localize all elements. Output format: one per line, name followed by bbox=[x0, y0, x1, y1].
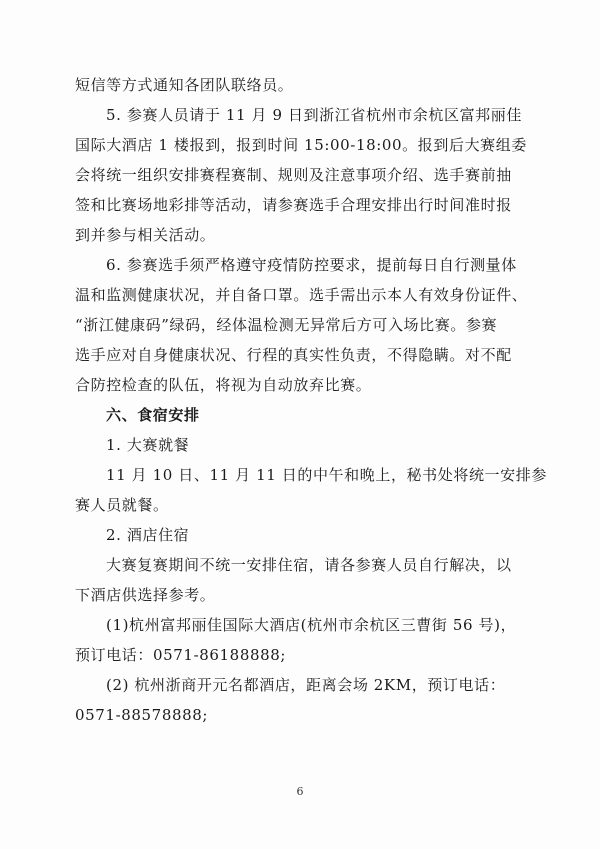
text-line: 选手应对自身健康状况、行程的真实性负责，不得隐瞒。对不配 bbox=[75, 346, 512, 364]
text-line: 0571-88578888; bbox=[75, 706, 209, 724]
text-line: 合防控检查的队伍，将视为自动放弃比赛。 bbox=[75, 376, 372, 394]
text-line: 下酒店供选择参考。 bbox=[75, 586, 216, 604]
subsection-heading: 1. 大赛就餐 bbox=[106, 436, 190, 454]
section-heading: 六、食宿安排 bbox=[106, 406, 200, 424]
text-line: 赛人员就餐。 bbox=[75, 496, 169, 514]
text-line: 6. 参赛选手须严格遵守疫情防控要求，提前每日自行测量体 bbox=[106, 256, 517, 274]
text-line: 温和监测健康状况，并自备口罩。选手需出示本人有效身份证件、 bbox=[75, 286, 528, 304]
text-line: 11 月 10 日、11 月 11 日的中午和晚上，秘书处将统一安排参 bbox=[106, 466, 547, 484]
text-line: “浙江健康码”绿码，经体温检测无异常后方可入场比赛。参赛 bbox=[75, 316, 498, 334]
text-line: 签和比赛场地彩排等活动，请参赛选手合理安排出行时间准时报 bbox=[75, 196, 512, 214]
text-line: (1)杭州富邦丽佳国际大酒店(杭州市余杭区三曹街 56 号)， bbox=[106, 616, 517, 634]
text-line: (2) 杭州浙商开元名都酒店，距离会场 2KM，预订电话： bbox=[106, 676, 506, 694]
text-line: 大赛复赛期间不统一安排住宿，请各参赛人员自行解决，以 bbox=[106, 556, 512, 574]
text-line: 预订电话：0571-86188888; bbox=[75, 646, 287, 664]
text-line: 到并参与相关活动。 bbox=[75, 226, 216, 244]
document-body bbox=[75, 70, 547, 730]
text-line: 国际大酒店 1 楼报到，报到时间 15:00-18:00。报到后大赛组委 bbox=[75, 136, 527, 154]
text-line: 5. 参赛人员请于 11 月 9 日到浙江省杭州市余杭区富邦丽佳 bbox=[106, 106, 522, 124]
text-line: 短信等方式通知各团队联络员。 bbox=[75, 76, 294, 94]
text-line: 会将统一组织安排赛程赛制、规则及注意事项介绍、选手赛前抽 bbox=[75, 166, 512, 184]
subsection-heading: 2. 酒店住宿 bbox=[106, 526, 190, 544]
page-number: 6 bbox=[296, 785, 304, 798]
